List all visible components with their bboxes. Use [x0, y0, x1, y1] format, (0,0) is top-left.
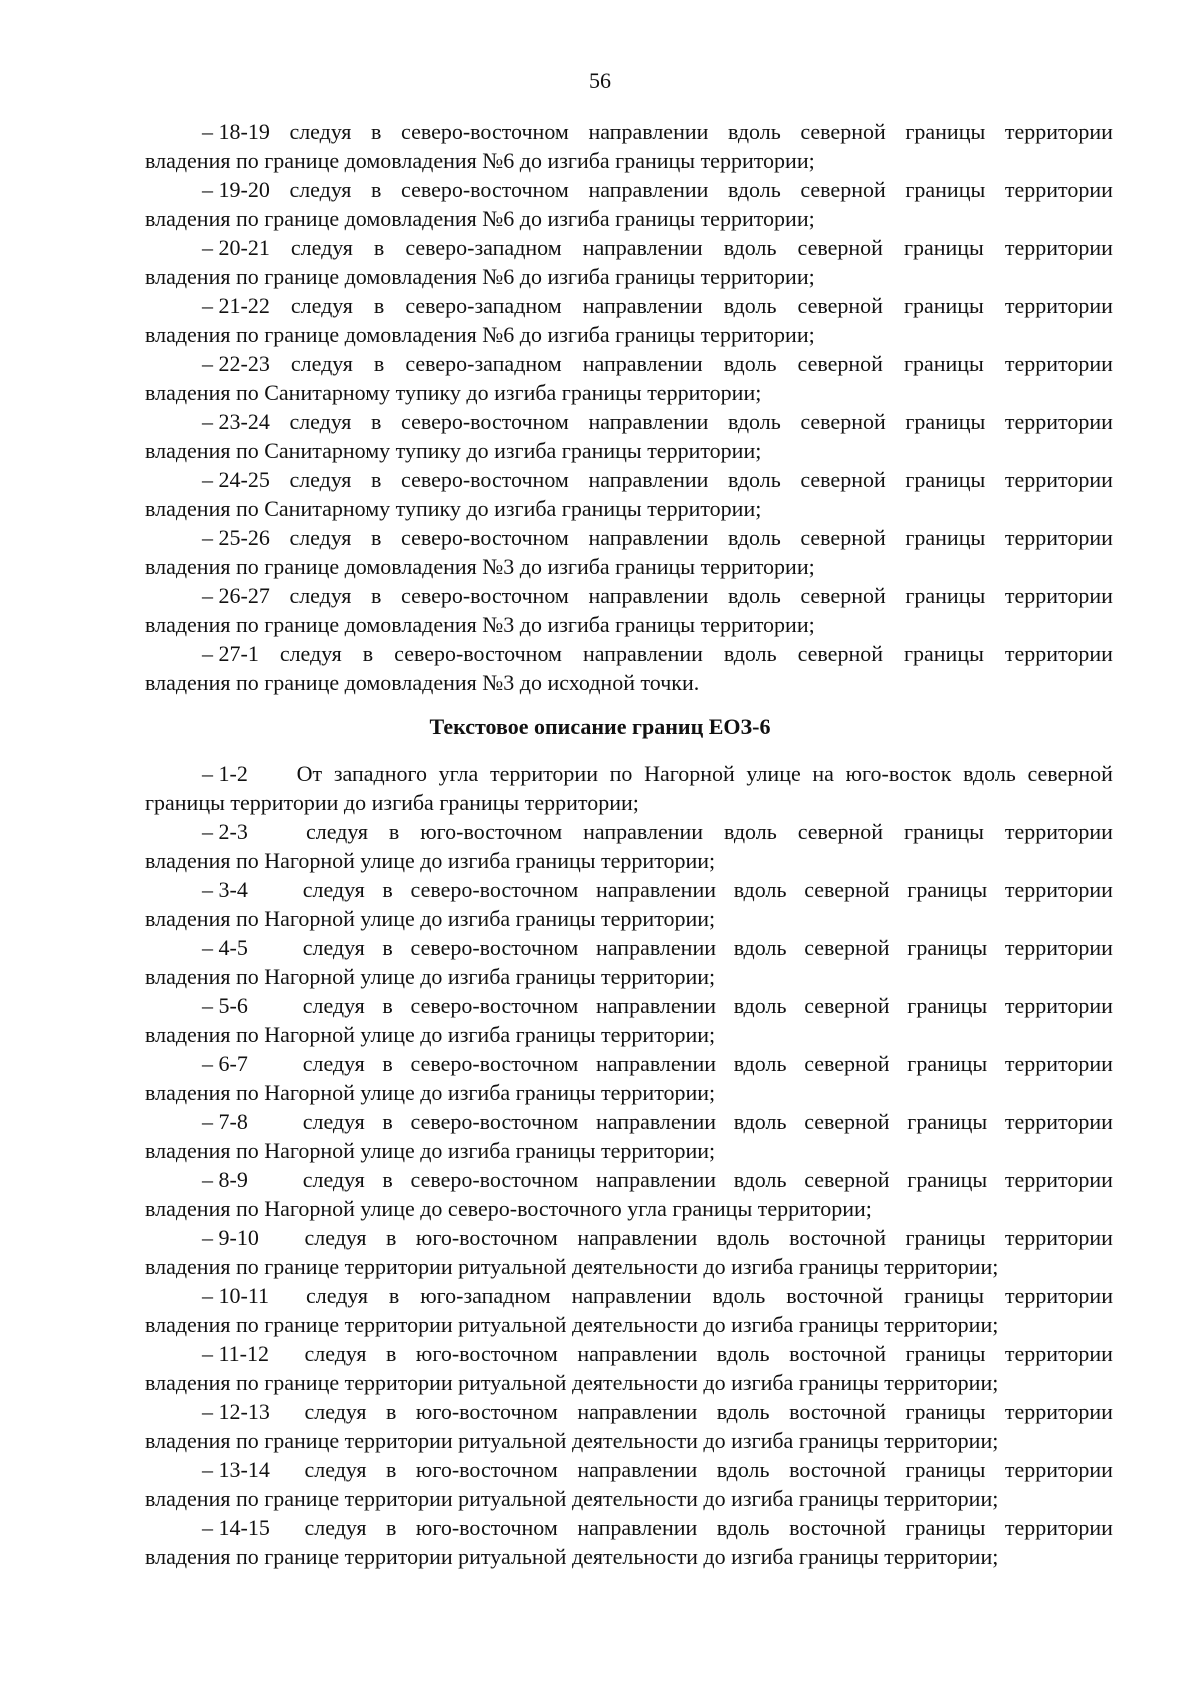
- segment-word: границы: [905, 525, 986, 550]
- segment-word: границы: [905, 1225, 986, 1250]
- segment-continuation: владения по Нагорной улице до изгиба границы территории;: [145, 964, 716, 989]
- segment-continuation: владения по Санитарному тупику до изгиба границы территории;: [145, 438, 762, 463]
- segment-word: следуя: [304, 1399, 367, 1424]
- segment-word: в: [386, 1225, 397, 1250]
- segment-word: юго-восток: [845, 761, 952, 786]
- segment-word: вдоль: [728, 409, 781, 434]
- segment-word: угла: [438, 761, 479, 786]
- segment-word: территории: [1004, 935, 1113, 960]
- segment-word: направлении: [596, 1109, 716, 1134]
- boundary-segment: [145, 1513, 1113, 1571]
- segment-word: следуя: [289, 119, 352, 144]
- segment-word: территории: [1004, 993, 1113, 1018]
- segment-word: направлении: [596, 1167, 716, 1192]
- segment-continuation: владения по границе домовладения №6 до изгиба границы территории;: [145, 264, 815, 289]
- segment-word: северной: [804, 1051, 890, 1076]
- boundary-segment: [145, 349, 1113, 407]
- segment-word: северной: [1027, 761, 1113, 786]
- segment-word: на: [812, 761, 834, 786]
- segment-word: в: [371, 177, 382, 202]
- segment-word: юго-восточном: [420, 819, 563, 844]
- segment-continuation: владения по границе территории ритуальной деятельности до изгиба границы территории;: [145, 1254, 999, 1279]
- segment-word: территории: [1004, 1457, 1113, 1482]
- segment-code: – 25-26: [202, 525, 270, 550]
- segment-word: северной: [797, 351, 883, 376]
- segment-word: От: [296, 761, 323, 786]
- segment-word: следуя: [302, 935, 365, 960]
- segment-word: границы: [903, 235, 984, 260]
- segment-word: северной: [797, 819, 884, 844]
- segment-code: – 26-27: [202, 583, 270, 608]
- segment-continuation: владения по границе домовладения №6 до изгиба границы территории;: [145, 322, 815, 347]
- segment-word: вдоль: [733, 1167, 787, 1192]
- segment-code: – 1-2: [202, 761, 248, 786]
- segment-code: – 8-9: [202, 1167, 248, 1192]
- segment-word: восточной: [789, 1341, 886, 1366]
- segment-word: следуя: [289, 409, 352, 434]
- segment-continuation: владения по Нагорной улице до изгиба границы территории;: [145, 1022, 716, 1047]
- segment-word: северной: [797, 641, 883, 666]
- boundary-segment: [145, 1339, 1113, 1397]
- boundary-segment: [145, 991, 1113, 1049]
- segment-word: территории: [1004, 525, 1113, 550]
- segment-continuation: владения по границе территории ритуальной деятельности до изгиба границы территории;: [145, 1370, 999, 1395]
- segment-word: границы: [905, 119, 986, 144]
- segment-word: границы: [905, 1399, 986, 1424]
- segment-word: направлении: [577, 1399, 698, 1424]
- segment-word: следуя: [304, 1515, 367, 1540]
- segment-word: направлении: [582, 351, 703, 376]
- segment-word: северной: [804, 877, 890, 902]
- segment-word: восточной: [789, 1225, 886, 1250]
- segment-word: территории: [1004, 1341, 1113, 1366]
- segment-word: северо-восточном: [394, 641, 562, 666]
- segment-word: вдоль: [728, 467, 781, 492]
- segment-word: границы: [903, 293, 984, 318]
- segment-word: территории: [1004, 119, 1113, 144]
- segment-word: границы: [905, 583, 986, 608]
- segment-word: вдоль: [728, 525, 781, 550]
- segment-word: границы: [907, 993, 988, 1018]
- segment-word: в: [371, 467, 382, 492]
- segment-word: территории: [1004, 177, 1113, 202]
- segment-word: в: [388, 819, 400, 844]
- segment-word: направлении: [583, 819, 704, 844]
- segment-word: северо-восточном: [401, 409, 569, 434]
- boundary-segment: [145, 1397, 1113, 1455]
- segment-word: вдоль: [723, 351, 777, 376]
- segment-word: юго-западном: [420, 1283, 551, 1308]
- segment-word: следуя: [304, 1341, 367, 1366]
- segment-word: северо-восточном: [410, 993, 579, 1018]
- segment-word: восточной: [789, 1515, 886, 1540]
- segment-word: северной: [800, 467, 886, 492]
- segment-word: границы: [905, 1341, 986, 1366]
- segment-word: в: [386, 1457, 397, 1482]
- segment-word: северо-восточном: [410, 935, 579, 960]
- segment-word: направлении: [588, 177, 709, 202]
- segment-word: в: [388, 1283, 400, 1308]
- segment-code: – 11-12: [202, 1341, 270, 1366]
- segment-word: Нагорной: [644, 761, 735, 786]
- segment-word: территории: [1004, 877, 1113, 902]
- segment-word: в: [382, 1051, 393, 1076]
- segment-word: вдоль: [733, 935, 787, 960]
- segment-word: следуя: [305, 1283, 368, 1308]
- segment-word: северной: [800, 525, 886, 550]
- boundary-segment: [145, 1165, 1113, 1223]
- segment-code: – 27-1: [202, 641, 259, 666]
- segment-word: направлении: [588, 525, 709, 550]
- boundary-segment: [145, 407, 1113, 465]
- segment-word: восточной: [789, 1399, 886, 1424]
- segment-word: вдоль: [716, 1399, 770, 1424]
- segment-word: в: [382, 993, 393, 1018]
- segment-word: северо-восточном: [401, 119, 569, 144]
- segment-word: направлении: [588, 119, 709, 144]
- segment-word: северо-западном: [405, 235, 562, 260]
- segment-continuation: владения по границе территории ритуальной деятельности до изгиба границы территории;: [145, 1428, 999, 1453]
- segment-word: северо-восточном: [410, 1051, 579, 1076]
- segment-code: – 22-23: [202, 351, 270, 376]
- segment-word: направлении: [582, 293, 703, 318]
- segment-word: в: [382, 877, 393, 902]
- segment-word: территории: [1004, 1051, 1113, 1076]
- segment-word: следуя: [305, 819, 368, 844]
- segment-word: в: [371, 525, 382, 550]
- segment-word: северной: [800, 119, 886, 144]
- section-heading: Текстовое описание границ ЕОЗ-6: [429, 714, 771, 739]
- segment-word: следуя: [302, 877, 365, 902]
- boundary-segment: [145, 581, 1113, 639]
- segment-word: северной: [797, 235, 883, 260]
- segment-continuation: владения по Нагорной улице до изгиба границы территории;: [145, 1138, 716, 1163]
- segment-word: северной: [800, 409, 886, 434]
- segment-continuation: владения по границе домовладения №3 до изгиба границы территории;: [145, 612, 815, 637]
- segment-word: территории: [1004, 1283, 1113, 1308]
- segment-code: – 6-7: [202, 1051, 248, 1076]
- segment-word: вдоль: [728, 177, 781, 202]
- segment-word: вдоль: [733, 1051, 787, 1076]
- segment-word: северной: [804, 1167, 890, 1192]
- segment-word: восточной: [786, 1283, 884, 1308]
- segment-word: следуя: [290, 235, 353, 260]
- segment-word: границы: [907, 935, 988, 960]
- boundary-segment: [145, 291, 1113, 349]
- segment-word: направлении: [596, 877, 716, 902]
- segment-word: вдоль: [712, 1283, 766, 1308]
- segment-word: территории: [1004, 641, 1113, 666]
- segment-word: в: [371, 583, 382, 608]
- segment-word: территории: [1004, 235, 1113, 260]
- segment-word: следуя: [304, 1225, 367, 1250]
- segment-word: границы: [907, 1167, 988, 1192]
- boundary-segment: [145, 1107, 1113, 1165]
- segment-word: в: [371, 119, 382, 144]
- segment-word: северо-западном: [405, 351, 562, 376]
- segment-word: юго-восточном: [415, 1399, 558, 1424]
- segment-word: территории: [489, 761, 598, 786]
- segment-continuation: владения по границе домовладения №3 до изгиба границы территории;: [145, 554, 815, 579]
- segment-word: территории: [1004, 1515, 1113, 1540]
- segment-word: северо-восточном: [401, 525, 569, 550]
- segment-word: следуя: [279, 641, 342, 666]
- segment-word: в: [382, 1167, 393, 1192]
- segment-code: – 10-11: [202, 1283, 270, 1308]
- segment-word: границы: [907, 1109, 988, 1134]
- segment-word: в: [373, 293, 385, 318]
- segment-word: вдоль: [728, 119, 781, 144]
- segment-word: направлении: [596, 993, 716, 1018]
- segment-word: северной: [800, 583, 886, 608]
- segment-word: границы: [904, 1283, 984, 1308]
- segment-code: – 24-25: [202, 467, 270, 492]
- segment-word: юго-восточном: [415, 1515, 558, 1540]
- segment-continuation: владения по границе территории ритуальной деятельности до изгиба границы территории;: [145, 1544, 999, 1569]
- segment-code: – 18-19: [202, 119, 270, 144]
- segment-word: направлении: [596, 935, 716, 960]
- segment-continuation: владения по Нагорной улице до изгиба границы территории;: [145, 906, 716, 931]
- segment-word: северо-восточном: [410, 877, 579, 902]
- segment-word: северной: [800, 177, 886, 202]
- segment-word: вдоль: [716, 1457, 770, 1482]
- segment-word: в: [371, 409, 382, 434]
- boundary-list-1: [145, 117, 1113, 697]
- boundary-segment: [145, 175, 1113, 233]
- segment-word: северо-восточном: [410, 1167, 579, 1192]
- segment-word: в: [386, 1399, 397, 1424]
- segment-word: направлении: [582, 641, 703, 666]
- segment-code: – 20-21: [202, 235, 270, 260]
- segment-word: в: [373, 351, 385, 376]
- segment-word: вдоль: [963, 761, 1016, 786]
- segment-code: – 19-20: [202, 177, 270, 202]
- boundary-segment: [145, 933, 1113, 991]
- segment-word: вдоль: [723, 819, 777, 844]
- segment-continuation: владения по Санитарному тупику до изгиба границы территории;: [145, 380, 762, 405]
- segment-word: границы: [907, 877, 988, 902]
- boundary-segment: [145, 1049, 1113, 1107]
- segment-word: вдоль: [716, 1341, 770, 1366]
- boundary-segment: [145, 117, 1113, 175]
- segment-code: – 7-8: [202, 1109, 248, 1134]
- boundary-segment: [145, 523, 1113, 581]
- segment-continuation: владения по Нагорной улице до изгиба границы территории;: [145, 848, 716, 873]
- segment-word: территории: [1004, 351, 1113, 376]
- boundary-segment: [145, 1223, 1113, 1281]
- boundary-segment: [145, 1281, 1113, 1339]
- page-number: 56: [589, 68, 611, 93]
- segment-word: северо-восточном: [401, 467, 569, 492]
- segment-word: следуя: [289, 525, 352, 550]
- segment-continuation: владения по границе территории ритуальной деятельности до изгиба границы территории;: [145, 1486, 999, 1511]
- segment-word: в: [382, 935, 393, 960]
- boundary-segment: [145, 639, 1113, 697]
- segment-word: границы: [905, 467, 986, 492]
- segment-word: юго-восточном: [415, 1341, 558, 1366]
- segment-word: следуя: [304, 1457, 367, 1482]
- segment-continuation: владения по границе домовладения №6 до изгиба границы территории;: [145, 206, 815, 231]
- segment-word: северной: [804, 935, 890, 960]
- segment-word: вдоль: [733, 1109, 787, 1134]
- segment-word: направлении: [588, 409, 709, 434]
- segment-word: направлении: [577, 1225, 698, 1250]
- boundary-list-eoz6: [145, 759, 1113, 1571]
- segment-word: северной: [804, 993, 890, 1018]
- segment-continuation: границы территории до изгиба границы территории;: [145, 790, 639, 815]
- segment-word: вдоль: [723, 235, 777, 260]
- segment-word: юго-восточном: [415, 1457, 558, 1482]
- segment-word: направлении: [577, 1457, 698, 1482]
- segment-word: следуя: [289, 467, 352, 492]
- segment-word: направлении: [588, 467, 709, 492]
- segment-word: границы: [903, 641, 984, 666]
- segment-word: юго-восточном: [415, 1225, 558, 1250]
- segment-word: в: [386, 1515, 397, 1540]
- segment-word: следуя: [290, 351, 353, 376]
- segment-code: – 23-24: [202, 409, 270, 434]
- segment-word: территории: [1004, 409, 1113, 434]
- segment-word: границы: [905, 1515, 986, 1540]
- segment-word: направлении: [596, 1051, 716, 1076]
- segment-continuation: владения по границе территории ритуальной деятельности до изгиба границы территории;: [145, 1312, 999, 1337]
- segment-word: территории: [1004, 1399, 1113, 1424]
- segment-word: вдоль: [733, 877, 787, 902]
- boundary-segment: [145, 817, 1113, 875]
- segment-continuation: владения по границе домовладения №3 до исходной точки.: [145, 670, 700, 695]
- segment-word: в: [386, 1341, 397, 1366]
- segment-word: северной: [797, 293, 883, 318]
- boundary-segment: [145, 1455, 1113, 1513]
- segment-word: границы: [905, 177, 986, 202]
- segment-word: территории: [1004, 819, 1113, 844]
- segment-word: направлении: [588, 583, 709, 608]
- segment-code: – 9-10: [202, 1225, 259, 1250]
- segment-word: следуя: [289, 583, 352, 608]
- segment-word: вдоль: [723, 293, 777, 318]
- segment-word: северо-восточном: [401, 177, 569, 202]
- segment-word: территории: [1004, 1109, 1113, 1134]
- segment-code: – 12-13: [202, 1399, 270, 1424]
- segment-word: северной: [804, 1109, 890, 1134]
- segment-code: – 21-22: [202, 293, 270, 318]
- segment-word: следуя: [302, 1051, 365, 1076]
- segment-word: территории: [1004, 583, 1113, 608]
- segment-word: вдоль: [733, 993, 787, 1018]
- segment-word: следуя: [289, 177, 352, 202]
- segment-word: направлении: [577, 1515, 698, 1540]
- segment-word: вдоль: [723, 641, 777, 666]
- segment-continuation: владения по Санитарному тупику до изгиба границы территории;: [145, 496, 762, 521]
- boundary-segment: [145, 875, 1113, 933]
- segment-word: в: [382, 1109, 393, 1134]
- segment-word: следуя: [302, 1109, 365, 1134]
- segment-continuation: владения по границе домовладения №6 до изгиба границы территории;: [145, 148, 815, 173]
- segment-word: границы: [903, 351, 984, 376]
- segment-word: границы: [904, 819, 984, 844]
- segment-code: – 3-4: [202, 877, 248, 902]
- segment-word: в: [373, 235, 385, 260]
- segment-code: – 4-5: [202, 935, 248, 960]
- segment-word: улице: [746, 761, 801, 786]
- segment-word: северо-восточном: [401, 583, 569, 608]
- segment-word: территории: [1004, 1225, 1113, 1250]
- boundary-segment: [145, 759, 1113, 817]
- segment-word: северо-восточном: [410, 1109, 579, 1134]
- segment-word: границы: [905, 409, 986, 434]
- segment-word: следуя: [302, 993, 365, 1018]
- segment-continuation: владения по Нагорной улице до северо-восточного угла границы территории;: [145, 1196, 872, 1221]
- segment-word: по: [609, 761, 633, 786]
- segment-word: направлении: [571, 1283, 692, 1308]
- segment-word: границы: [905, 1457, 986, 1482]
- segment-word: вдоль: [716, 1225, 770, 1250]
- segment-word: направлении: [577, 1341, 698, 1366]
- segment-code: – 2-3: [202, 819, 248, 844]
- segment-word: территории: [1004, 1167, 1113, 1192]
- segment-word: территории: [1004, 467, 1113, 492]
- segment-word: границы: [907, 1051, 988, 1076]
- segment-word: следуя: [290, 293, 353, 318]
- segment-word: восточной: [789, 1457, 886, 1482]
- segment-code: – 5-6: [202, 993, 248, 1018]
- segment-word: направлении: [582, 235, 703, 260]
- segment-word: в: [362, 641, 374, 666]
- segment-word: территории: [1004, 293, 1113, 318]
- segment-word: северо-западном: [405, 293, 562, 318]
- segment-code: – 14-15: [202, 1515, 270, 1540]
- segment-word: западного: [333, 761, 427, 786]
- boundary-segment: [145, 465, 1113, 523]
- segment-code: – 13-14: [202, 1457, 270, 1482]
- segment-continuation: владения по Нагорной улице до изгиба границы территории;: [145, 1080, 716, 1105]
- segment-word: следуя: [302, 1167, 365, 1192]
- segment-word: вдоль: [728, 583, 781, 608]
- segment-word: вдоль: [716, 1515, 770, 1540]
- boundary-segment: [145, 233, 1113, 291]
